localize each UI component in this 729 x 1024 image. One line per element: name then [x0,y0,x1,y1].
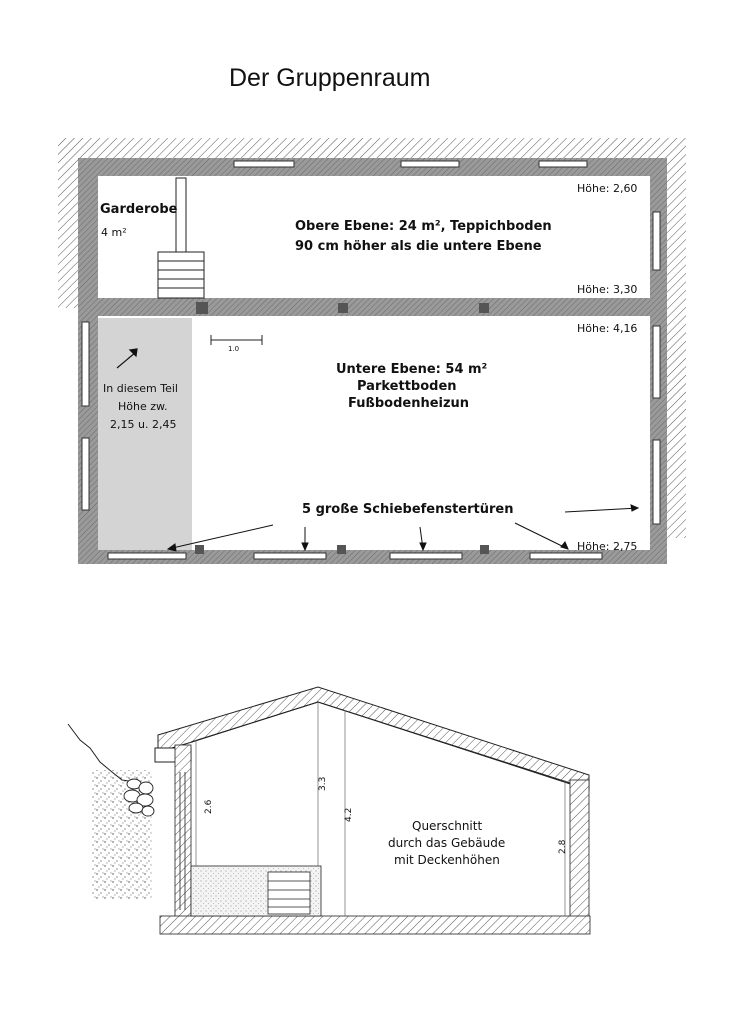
low-ceiling-zone [98,318,192,550]
pillar [480,545,489,554]
dim-right: 2.8 [558,839,568,854]
roof [158,687,589,790]
height-bottom-right: Höhe: 2,75 [577,540,638,553]
outer-hatch-right [667,138,686,538]
upper-level-line2: 90 cm höher als die untere Ebene [295,239,542,254]
outer-hatch-top [58,138,686,158]
lower-level-line2: Parkettboden [357,379,457,394]
garderobe-label: Garderobe [100,202,178,217]
garderobe-area: 4 m² [101,226,127,239]
grey-zone-line3: 2,15 u. 2,45 [110,418,177,431]
dim-left: 2.6 [204,799,214,814]
upper-level-line1: Obere Ebene: 24 m², Teppichboden [295,219,552,234]
grey-zone-line2: Höhe zw. [118,400,168,413]
section-wall-right [570,780,589,920]
section-caption-line2: durch das Gebäude [388,836,506,850]
outer-hatch-left [58,138,78,308]
floor-plan [58,138,686,564]
wall-divider [98,298,650,316]
pillar [196,302,208,314]
section-caption-line3: mit Deckenhöhen [394,853,500,867]
section-caption-line1: Querschnitt [412,819,483,833]
pillar [338,303,348,313]
floor-slab [160,916,590,934]
scale-label: 1.0 [228,345,240,353]
dim-mid2: 4.2 [344,807,354,822]
doors-label: 5 große Schiebefenstertüren [302,502,514,517]
page-title: Der Gruppenraum [229,64,431,92]
section-stairs [268,872,310,914]
height-mid-right: Höhe: 3,30 [577,283,638,296]
cross-section [68,687,590,934]
pillar [337,545,346,554]
height-top-right: Höhe: 2,60 [577,182,638,195]
height-lower-top-right: Höhe: 4,16 [577,322,638,335]
section-wall-left [175,745,191,920]
grey-zone-line1: In diesem Teil [103,382,178,395]
pillar [479,303,489,313]
dim-mid: 3.3 [318,776,328,791]
windows-right [653,212,660,524]
pillar [195,545,204,554]
lower-level-line1: Untere Ebene: 54 m² [336,362,488,377]
lower-level-line3: Fußbodenheizun [348,396,470,411]
